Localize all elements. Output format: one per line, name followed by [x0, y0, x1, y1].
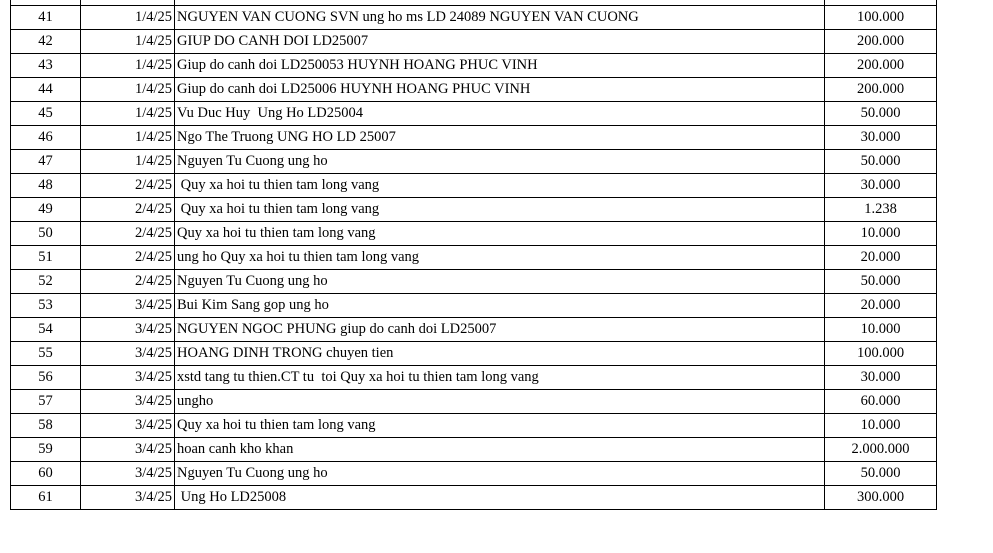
amount-cell: 50.000 [825, 462, 937, 486]
table-row [11, 486, 937, 510]
table-row [11, 294, 937, 318]
table-row [11, 342, 937, 366]
date-cell: 3/4/25 [81, 366, 175, 390]
amount-cell: 200.000 [825, 30, 937, 54]
row-number-cell: 52 [11, 270, 81, 294]
date-cell: 3/4/25 [81, 462, 175, 486]
amount-cell: 50.000 [825, 150, 937, 174]
description-cell: HOANG DINH TRONG chuyen tien [175, 342, 825, 366]
date-cell: 1/4/25 [81, 126, 175, 150]
amount-cell: 2.000.000 [825, 438, 937, 462]
amount-cell: 200.000 [825, 78, 937, 102]
date-cell: 3/4/25 [81, 438, 175, 462]
date-cell: 1/4/25 [81, 78, 175, 102]
date-cell: 3/4/25 [81, 414, 175, 438]
row-number-cell: 58 [11, 414, 81, 438]
table-row [11, 30, 937, 54]
amount-cell: 20.000 [825, 246, 937, 270]
amount-cell: 30.000 [825, 126, 937, 150]
amount-cell: 100.000 [825, 6, 937, 30]
table-row [11, 126, 937, 150]
amount-cell: 1.238 [825, 198, 937, 222]
description-cell: ung ho Quy xa hoi tu thien tam long vang [175, 246, 825, 270]
row-number-cell: 60 [11, 462, 81, 486]
amount-cell: 20.000 [825, 294, 937, 318]
description-cell: Nguyen Tu Cuong ung ho [175, 462, 825, 486]
date-cell: 3/4/25 [81, 318, 175, 342]
table-row [11, 414, 937, 438]
amount-cell: 10.000 [825, 222, 937, 246]
description-cell: NGUYEN VAN CUONG SVN ung ho ms LD 24089 NGUYEN VAN CUONG [175, 6, 825, 30]
date-cell: 1/4/25 [81, 102, 175, 126]
description-cell: Quy xa hoi tu thien tam long vang [175, 198, 825, 222]
table-row [11, 150, 937, 174]
date-cell: 2/4/25 [81, 270, 175, 294]
description-cell: Nguyen Tu Cuong ung ho [175, 270, 825, 294]
date-cell: 2/4/25 [81, 174, 175, 198]
date-cell: 2/4/25 [81, 222, 175, 246]
row-number-cell: 44 [11, 78, 81, 102]
description-cell: Bui Kim Sang gop ung ho [175, 294, 825, 318]
table-row [11, 54, 937, 78]
table-row [11, 78, 937, 102]
table-row [11, 438, 937, 462]
row-number-cell: 47 [11, 150, 81, 174]
row-number-cell: 50 [11, 222, 81, 246]
date-cell: 1/4/25 [81, 54, 175, 78]
date-cell: 1/4/25 [81, 30, 175, 54]
description-cell: Giup do canh doi LD25006 HUYNH HOANG PHUC VINH [175, 78, 825, 102]
description-cell: NGUYEN NGOC PHUNG giup do canh doi LD25007 [175, 318, 825, 342]
description-cell: ungho [175, 390, 825, 414]
date-cell: 1/4/25 [81, 6, 175, 30]
table-row [11, 390, 937, 414]
row-number-cell: 54 [11, 318, 81, 342]
row-number-cell: 61 [11, 486, 81, 510]
table-row [11, 246, 937, 270]
description-cell: Quy xa hoi tu thien tam long vang [175, 174, 825, 198]
row-number-cell: 49 [11, 198, 81, 222]
row-number-cell: 51 [11, 246, 81, 270]
description-cell: GIUP DO CANH DOI LD25007 [175, 30, 825, 54]
amount-cell: 300.000 [825, 486, 937, 510]
donation-ledger-table [10, 0, 937, 510]
row-number-cell: 46 [11, 126, 81, 150]
table-row [11, 462, 937, 486]
amount-cell: 200.000 [825, 54, 937, 78]
amount-cell: 30.000 [825, 174, 937, 198]
date-cell: 1/4/25 [81, 150, 175, 174]
date-cell: 3/4/25 [81, 342, 175, 366]
amount-cell: 50.000 [825, 102, 937, 126]
row-number-cell: 56 [11, 366, 81, 390]
amount-cell: 10.000 [825, 414, 937, 438]
row-number-cell: 42 [11, 30, 81, 54]
description-cell: Nguyen Tu Cuong ung ho [175, 150, 825, 174]
description-cell: hoan canh kho khan [175, 438, 825, 462]
row-number-cell: 45 [11, 102, 81, 126]
row-number-cell: 57 [11, 390, 81, 414]
ledger-body [11, 0, 937, 510]
description-cell: Giup do canh doi LD250053 HUYNH HOANG PHUC VINH [175, 54, 825, 78]
row-number-cell: 55 [11, 342, 81, 366]
description-cell: Vu Duc Huy Ung Ho LD25004 [175, 102, 825, 126]
date-cell: 3/4/25 [81, 486, 175, 510]
table-row [11, 222, 937, 246]
row-number-cell: 59 [11, 438, 81, 462]
amount-cell: 100.000 [825, 342, 937, 366]
date-cell: 3/4/25 [81, 294, 175, 318]
date-cell: 3/4/25 [81, 390, 175, 414]
table-row [11, 198, 937, 222]
row-number-cell: 48 [11, 174, 81, 198]
row-number-cell: 53 [11, 294, 81, 318]
table-row [11, 174, 937, 198]
description-cell: Ngo The Truong UNG HO LD 25007 [175, 126, 825, 150]
table-row [11, 102, 937, 126]
amount-cell: 10.000 [825, 318, 937, 342]
table-row [11, 366, 937, 390]
table-row [11, 270, 937, 294]
date-cell: 2/4/25 [81, 246, 175, 270]
row-number-cell: 43 [11, 54, 81, 78]
amount-cell: 30.000 [825, 366, 937, 390]
description-cell: Ung Ho LD25008 [175, 486, 825, 510]
amount-cell: 60.000 [825, 390, 937, 414]
table-row [11, 6, 937, 30]
description-cell: Quy xa hoi tu thien tam long vang [175, 414, 825, 438]
amount-cell: 50.000 [825, 270, 937, 294]
description-cell: xstd tang tu thien.CT tu toi Quy xa hoi tu thien tam long vang [175, 366, 825, 390]
row-number-cell: 41 [11, 6, 81, 30]
table-row [11, 318, 937, 342]
date-cell: 2/4/25 [81, 198, 175, 222]
description-cell: Quy xa hoi tu thien tam long vang [175, 222, 825, 246]
